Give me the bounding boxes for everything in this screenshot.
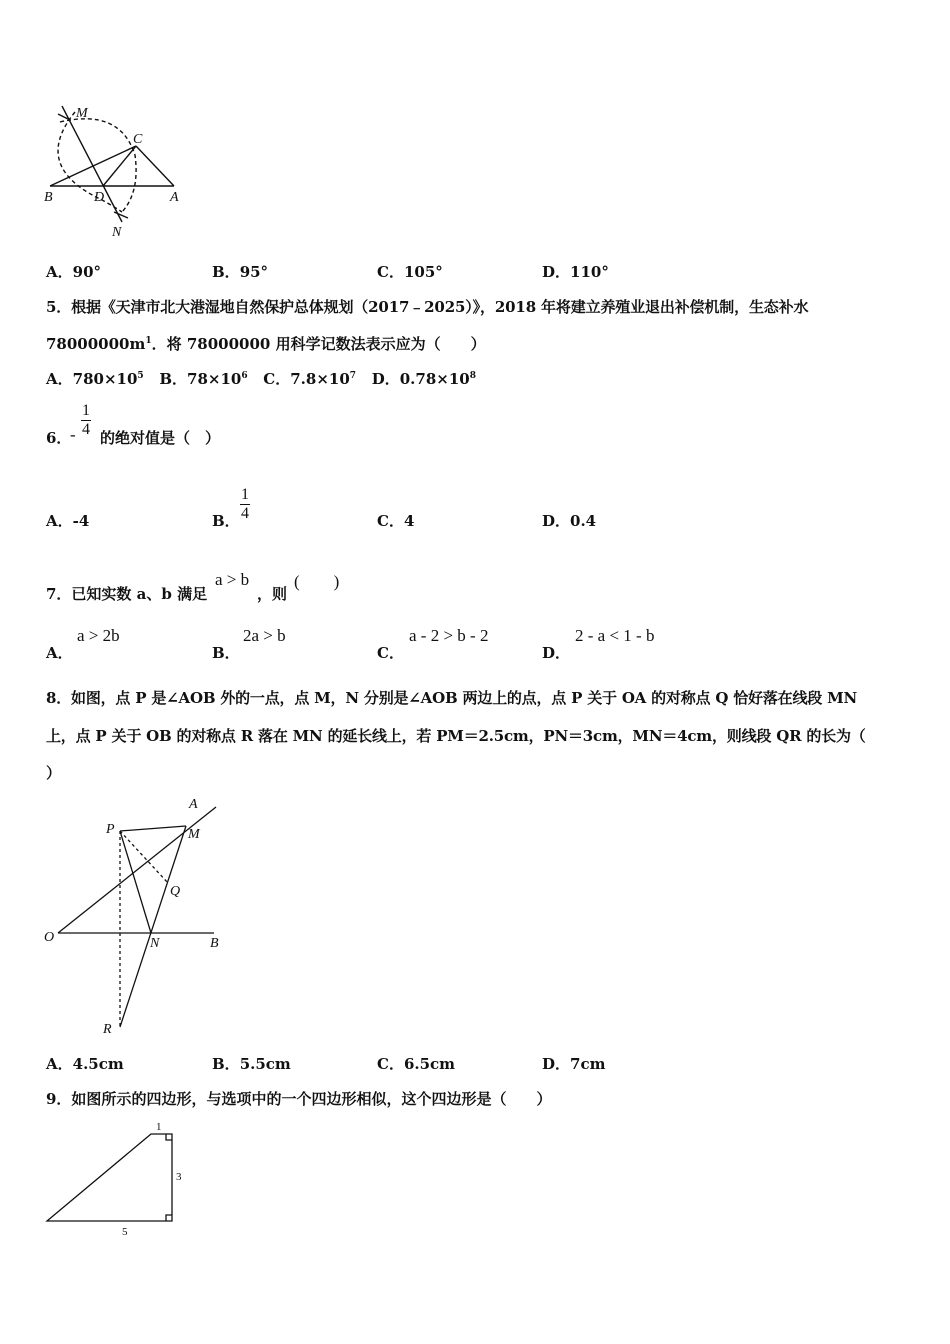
q4-line-ca xyxy=(136,146,174,186)
q8-label-o: O xyxy=(44,930,55,945)
q5-option-a[interactable]: A．$780\times 10^5$ xyxy=(46,370,144,388)
q8-label-m: M xyxy=(188,827,200,842)
q8-label-q: Q xyxy=(170,884,181,899)
q6-option-b[interactable]: B． xyxy=(212,512,240,530)
q7-option-b-expr: 2a > b xyxy=(243,626,286,645)
q8-option-a[interactable]: A．4.5cm xyxy=(46,1055,124,1073)
q7-option-a[interactable]: A． xyxy=(46,644,73,662)
q4-figure xyxy=(40,100,190,245)
q5-stem-line1: 5．根据《天津市北大港湿地自然保护总体规划（2017﹣2025）》，2018 年将建立养殖业退出补偿机制，生态补水 xyxy=(46,298,809,316)
q9-label-bottom: 5 xyxy=(122,1226,128,1238)
q8-label-b: B xyxy=(210,936,219,951)
q7-option-b[interactable]: B． xyxy=(212,644,240,662)
q4-label-n: N xyxy=(112,225,122,240)
q5-option-d[interactable]: D．$0.78\times 10^8$ xyxy=(371,370,476,388)
q6-option-d[interactable]: D．0.4 xyxy=(542,512,597,530)
q4-label-c: C xyxy=(133,132,143,147)
q4-option-b[interactable]: B．95° xyxy=(212,263,269,281)
q6-option-b-fraction: 1 4 xyxy=(241,486,249,522)
q8-stem-line1: 8．如图，点 P 是∠AOB 外的一点，点 M，N 分别是∠AOB 两边上的点，点 P 关于 OA 的对称点 Q 恰好落在线段 MN xyxy=(46,689,857,707)
q8-line-mr xyxy=(120,826,186,1027)
q6-stem: 的绝对值是（ ） xyxy=(100,429,221,447)
q4-option-c[interactable]: C．105° xyxy=(377,263,443,281)
q6-minus: - xyxy=(70,425,76,444)
q8-line-pq xyxy=(120,831,168,883)
q9-label-top: 1 xyxy=(156,1121,162,1133)
q4-option-a[interactable]: A．90° xyxy=(46,263,102,281)
q4-line-mn xyxy=(62,106,122,222)
q4-label-d: D xyxy=(94,190,105,205)
q9-figure xyxy=(40,1118,200,1243)
q4-line-cd xyxy=(103,146,136,186)
q8-label-a: A xyxy=(189,797,198,812)
q9-stem: 9．如图所示的四边形，与选项中的一个四边形相似，这个四边形是（ ） xyxy=(46,1090,552,1108)
q4-label-m: M xyxy=(76,106,88,121)
q4-mark-n1 xyxy=(114,212,128,218)
q7-option-d-expr: 2 - a < 1 - b xyxy=(575,626,655,645)
q8-option-c[interactable]: C．6.5cm xyxy=(377,1055,456,1073)
q5-options xyxy=(46,368,476,389)
q7-paren: ( ) xyxy=(294,572,340,591)
q7-option-c-expr: a - 2 > b - 2 xyxy=(409,626,489,645)
q7-stem: 7．已知实数 a、b 满足 xyxy=(46,585,208,603)
q8-option-b[interactable]: B．5.5cm xyxy=(212,1055,291,1073)
q8-option-d[interactable]: D．7cm xyxy=(542,1055,606,1073)
q8-stem-line2: 上，点 P 关于 OB 的对称点 R 落在 MN 的延长线上，若 PM＝2.5cm，PN＝3cm，MN＝4cm，则线段 QR 的长为（ xyxy=(46,727,866,745)
q7-stem-then: ，则 xyxy=(257,585,288,603)
q8-line-pm xyxy=(120,826,186,831)
q8-label-n: N xyxy=(150,936,160,951)
q4-label-b: B xyxy=(44,190,53,205)
q7-option-a-expr: a > 2b xyxy=(77,626,120,645)
q8-label-r: R xyxy=(103,1022,112,1037)
q4-label-a: A xyxy=(170,190,179,205)
q6-option-a[interactable]: A．-4 xyxy=(46,512,90,530)
q5-stem-line2: $78000000m^1$．将 78000000 用科学记数法表示应为（ ） xyxy=(46,335,486,353)
q7-option-d[interactable]: D． xyxy=(542,644,571,662)
q8-label-p: P xyxy=(106,822,115,837)
q9-label-right: 3 xyxy=(176,1171,182,1183)
q9-trapezoid xyxy=(47,1134,172,1221)
q6-number: 6． xyxy=(46,429,72,447)
q8-ray-oa xyxy=(58,807,216,933)
q6-fraction: 1 4 xyxy=(82,402,90,438)
q4-arc-left xyxy=(58,112,122,212)
q8-line-pn xyxy=(120,831,151,933)
q8-figure xyxy=(40,795,230,1045)
q5-option-c[interactable]: C．$7.8\times 10^7$ xyxy=(263,370,357,388)
q9-right-angle-bottom xyxy=(166,1215,172,1221)
q8-stem-line3: ） xyxy=(46,764,62,782)
q7-option-c[interactable]: C． xyxy=(377,644,404,662)
q5-option-b[interactable]: B．$78\times 10^6$ xyxy=(159,370,248,388)
q7-condition: a > b xyxy=(215,570,250,589)
q6-option-c[interactable]: C．4 xyxy=(377,512,415,530)
q4-option-d[interactable]: D．110° xyxy=(542,263,609,281)
q9-right-angle-top xyxy=(166,1134,172,1140)
